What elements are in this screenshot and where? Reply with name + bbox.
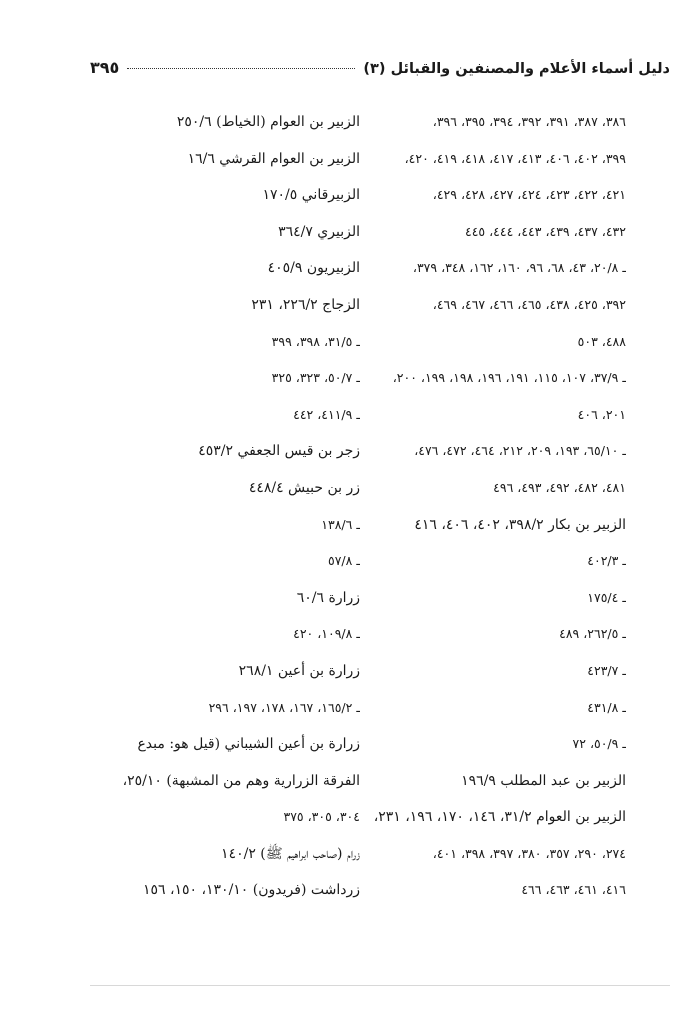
footer-rule (90, 985, 670, 986)
index-entry: زرداشت (فريدون) ١٣٠/١٠، ١٥٠، ١٥٦ (142, 882, 360, 899)
index-line: ـ ٣٧/٩، ١٠٧، ١١٥، ١٩١، ١٩٦، ١٩٨، ١٩٩، ٢٠٠، (392, 370, 626, 386)
index-line: ٣٩٩، ٤٠٢، ٤٠٦، ٤١٣، ٤١٧، ٤١٨، ٤١٩، ٤٢٠، (404, 150, 626, 166)
index-entry: زجر بن قيس الجعفي ٤٥٣/٢ (198, 443, 360, 460)
index-entry: الزبيريون ٤٠٥/٩ (267, 260, 360, 277)
index-line: ـ ٤١١/٩، ٤٤٢ (293, 406, 360, 422)
index-entry: الزجاج ٢٢٦/٢، ٢٣١ (251, 296, 360, 313)
index-line: ـ ٤٣١/٨ (587, 699, 626, 715)
index-entry: الزبير بن عبد المطلب ١٩٦/٩ (461, 772, 626, 789)
index-entry: زرارة ٦٠/٦ (296, 589, 360, 606)
index-line: ٢٧٤، ٢٩٠، ٣٥٧، ٣٨٠، ٣٩٧، ٣٩٨، ٤٠١، (432, 845, 626, 861)
index-entry: الزبيرقاني ١٧٠/٥ (262, 187, 360, 204)
index-entry: الزبير بن العوام ٣١/٢، ١٤٦، ١٧٠، ١٩٦، ٢٣١، (373, 809, 626, 826)
index-entry: الزبيري ٣٦٤/٧ (278, 223, 360, 240)
index-line: ٣٠٤، ٣٠٥، ٣٧٥ (283, 809, 360, 825)
page-number: ٣٩٥ (90, 58, 120, 77)
index-line: ٣٩٢، ٤٢٥، ٤٣٨، ٤٦٥، ٤٦٦، ٤٦٧، ٤٦٩، (432, 296, 626, 312)
index-line: ـ ٣١/٥، ٣٩٨، ٣٩٩ (271, 333, 360, 349)
index-line: ـ ٤٠٢/٣ (587, 553, 626, 569)
index-line: ـ ١٣٨/٦ (321, 516, 360, 532)
index-line: ـ ١٠٩/٨، ٤٢٠ (293, 626, 360, 642)
index-line: ٣٨٦، ٣٨٧، ٣٩١، ٣٩٢، ٣٩٤، ٣٩٥، ٣٩٦، (432, 114, 626, 129)
index-column-left (90, 104, 360, 909)
index-entry: زر بن حبيش ٤٤٨/٤ (248, 479, 360, 496)
index-line: ـ ٢٦٢/٥، ٤٨٩ (559, 626, 626, 642)
index-line: ٤٣٢، ٤٣٧، ٤٣٩، ٤٤٣، ٤٤٤، ٤٤٥ (464, 223, 626, 239)
index-line: ـ ٥٠/٧، ٣٢٣، ٣٢٥ (271, 370, 360, 386)
index-entry: زرارة بن أعين الشيباني (قيل هو: مبدع (137, 736, 360, 753)
index-line: ـ ١٧٥/٤ (587, 589, 626, 605)
index-column-right (370, 104, 626, 909)
index-line: ـ ٤٢٣/٧ (587, 662, 626, 678)
index-line: ـ ٦٥/١٠، ١٩٣، ٢٠٩، ٢١٢، ٤٦٤، ٤٧٢، ٤٧٦، (414, 443, 626, 459)
index-line: ـ ٢٠/٨، ٤٣، ٦٨، ٩٦، ١٦٠، ١٦٢، ٣٤٨، ٣٧٩، (412, 260, 626, 276)
index-entry: الزبير بن بكار ٣٩٨/٢، ٤٠٢، ٤٠٦، ٤١٦ (414, 516, 626, 533)
index-entry: الفرقة الزرارية وهم من المشبهة) ٢٥/١٠، (122, 772, 360, 789)
header-dot-leader (127, 68, 355, 69)
index-line: ـ ٥٧/٨ (328, 553, 360, 569)
index-line: ٤٨٨، ٥٠٣ (577, 333, 626, 349)
index-line: ـ ١٦٥/٢، ١٦٧، ١٧٨، ١٩٧، ٢٩٦ (208, 699, 360, 715)
index-entry: الزبير بن العوام (الخياط) ٢٥٠/٦ (176, 114, 360, 130)
index-line: ٤١٦، ٤٦١، ٤٦٣، ٤٦٦ (521, 882, 626, 898)
index-line: ٤٢١، ٤٢٢، ٤٢٣، ٤٢٤، ٤٢٧، ٤٢٨، ٤٢٩، (432, 187, 626, 203)
index-line: ـ ٥٠/٩، ٧٢ (572, 736, 626, 752)
running-header (90, 58, 670, 88)
index-entry: الزبير بن العوام القرشي ١٦/٦ (187, 150, 360, 167)
index-entry: زرارة بن أعين ٢٦٨/١ (238, 662, 360, 679)
index-entry: زرام (صاحب ابراهيم ﷺ) ١٤٠/٢ (221, 845, 360, 862)
index-line: ٢٠١، ٤٠٦ (577, 406, 626, 422)
index-line: ٤٨١، ٤٨٢، ٤٩٢، ٤٩٣، ٤٩٦ (493, 479, 626, 495)
header-title: دليل أسماء الأعلام والمصنفين والقبائل (٣) (363, 61, 670, 77)
